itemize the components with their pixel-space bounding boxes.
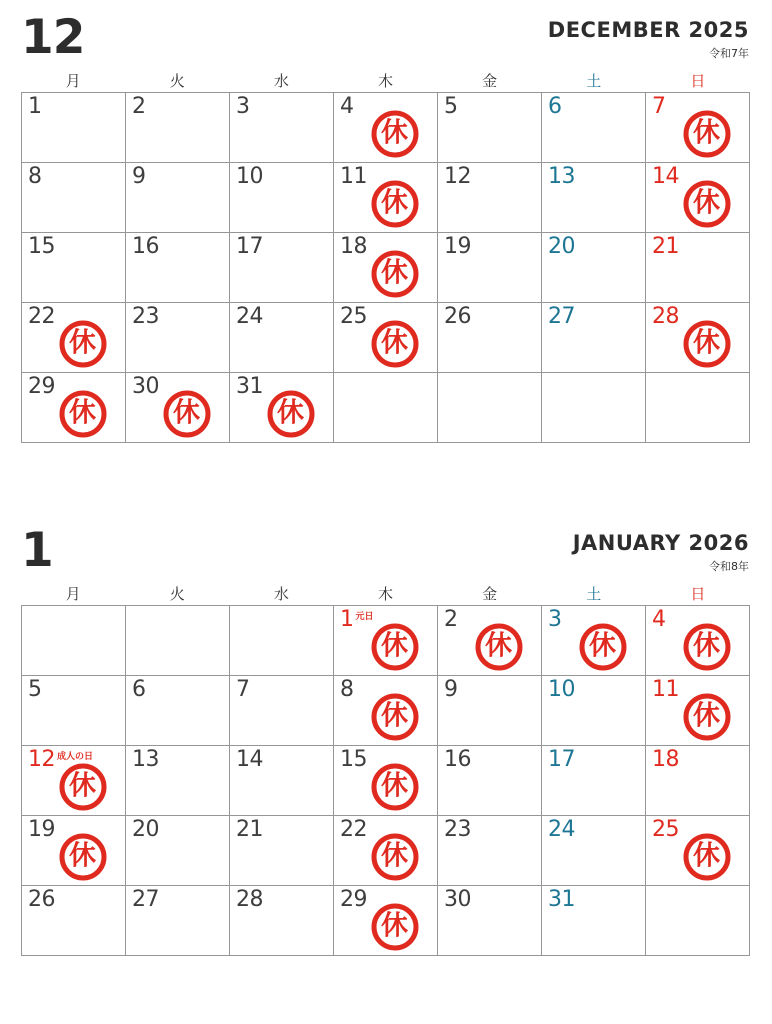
day-number: 16 [132, 234, 159, 259]
day-number: 30 [132, 374, 159, 399]
closed-stamp-glyph: 休 [381, 910, 408, 941]
day-cell-30 [438, 886, 542, 956]
day-cell-7 [230, 676, 334, 746]
day-cell-14 [230, 746, 334, 816]
weekday-header-水: 水 [273, 72, 289, 90]
month-number: 12 [21, 10, 85, 65]
day-cell-20 [126, 816, 230, 886]
closed-stamp-glyph: 休 [693, 700, 720, 731]
day-number: 6 [548, 94, 562, 119]
closed-stamp [163, 390, 210, 437]
day-number: 10 [236, 164, 263, 189]
closed-stamp [683, 693, 730, 740]
day-cell-21 [230, 816, 334, 886]
day-cell-19 [22, 816, 126, 886]
day-number: 30 [444, 887, 471, 912]
weekday-header-row [21, 585, 750, 605]
holiday-name-label: 元日 [355, 612, 374, 622]
day-number: 16 [444, 747, 471, 772]
day-number: 20 [548, 234, 575, 259]
closed-stamp [371, 833, 418, 880]
closed-stamp [683, 320, 730, 367]
empty-cell [22, 606, 126, 676]
day-cell-10 [230, 163, 334, 233]
day-number: 25 [340, 304, 367, 329]
closed-stamp-glyph: 休 [381, 257, 408, 288]
closed-stamp [371, 180, 418, 227]
closed-stamp-glyph: 休 [381, 700, 408, 731]
closed-stamp [683, 180, 730, 227]
day-cell-24 [230, 303, 334, 373]
day-number: 29 [340, 887, 367, 912]
closed-stamp-glyph: 休 [69, 840, 96, 871]
era-label: 令和8年 [709, 560, 749, 574]
closed-stamp [683, 623, 730, 670]
calendar-grid [21, 92, 750, 443]
day-number: 8 [340, 677, 354, 702]
month-title: DECEMBER 2025 [547, 18, 749, 42]
day-number: 11 [652, 677, 679, 702]
day-number: 4 [340, 94, 354, 119]
day-cell-4 [646, 606, 750, 676]
weekday-header-木: 木 [377, 585, 393, 603]
day-cell-12 [22, 746, 126, 816]
day-cell-5 [438, 93, 542, 163]
day-cell-10 [542, 676, 646, 746]
closed-stamp-glyph: 休 [173, 397, 200, 428]
day-cell-31 [230, 373, 334, 443]
day-number: 3 [548, 607, 562, 632]
closed-stamp [683, 110, 730, 157]
day-cell-8 [22, 163, 126, 233]
day-number: 6 [132, 677, 146, 702]
day-cell-26 [22, 886, 126, 956]
day-cell-9 [438, 676, 542, 746]
day-cell-4 [334, 93, 438, 163]
closed-stamp [59, 763, 106, 810]
day-cell-8 [334, 676, 438, 746]
closed-stamp-glyph: 休 [693, 187, 720, 218]
closed-stamp [683, 833, 730, 880]
closed-stamp [59, 833, 106, 880]
day-number: 31 [548, 887, 575, 912]
day-cell-2 [438, 606, 542, 676]
day-number: 15 [28, 234, 55, 259]
weekday-header-水: 水 [273, 585, 289, 603]
day-number: 14 [652, 164, 679, 189]
day-cell-16 [438, 746, 542, 816]
day-cell-18 [334, 233, 438, 303]
month-title-block [548, 19, 749, 61]
day-cell-24 [542, 816, 646, 886]
closed-stamp-glyph: 休 [693, 327, 720, 358]
day-number: 17 [236, 234, 263, 259]
closed-stamp-glyph: 休 [381, 630, 408, 661]
closed-stamp [371, 693, 418, 740]
day-number: 21 [236, 817, 263, 842]
empty-cell [646, 886, 750, 956]
day-number: 25 [652, 817, 679, 842]
closed-stamp [371, 903, 418, 950]
day-cell-25 [646, 816, 750, 886]
empty-cell [334, 373, 438, 443]
closed-stamp-glyph: 休 [69, 397, 96, 428]
empty-cell [230, 606, 334, 676]
day-number: 5 [28, 677, 42, 702]
holiday-name-label: 成人の日 [57, 752, 94, 762]
calendar-header [21, 10, 750, 72]
weekday-header-日: 日 [690, 585, 706, 603]
day-cell-11 [334, 163, 438, 233]
day-cell-19 [438, 233, 542, 303]
closed-stamp [371, 623, 418, 670]
closed-stamp [371, 110, 418, 157]
empty-cell [126, 606, 230, 676]
closed-stamp-glyph: 休 [381, 327, 408, 358]
day-number: 22 [340, 817, 367, 842]
day-number: 27 [132, 887, 159, 912]
day-cell-22 [334, 816, 438, 886]
day-number: 12 [444, 164, 471, 189]
day-cell-15 [22, 233, 126, 303]
day-cell-1 [22, 93, 126, 163]
calendar-header [21, 523, 750, 585]
day-number: 17 [548, 747, 575, 772]
empty-cell [438, 373, 542, 443]
day-cell-17 [542, 746, 646, 816]
closed-stamp-glyph: 休 [485, 630, 512, 661]
day-cell-3 [230, 93, 334, 163]
weekday-header-木: 木 [377, 72, 393, 90]
day-cell-11 [646, 676, 750, 746]
day-number: 12 [28, 747, 55, 772]
day-number: 2 [132, 94, 146, 119]
day-cell-6 [126, 676, 230, 746]
day-number: 27 [548, 304, 575, 329]
closed-stamp-glyph: 休 [693, 117, 720, 148]
day-cell-14 [646, 163, 750, 233]
day-number: 7 [236, 677, 250, 702]
day-number: 24 [548, 817, 575, 842]
closed-stamp [59, 390, 106, 437]
closed-stamp-glyph: 休 [589, 630, 616, 661]
day-cell-23 [438, 816, 542, 886]
weekday-header-月: 月 [65, 585, 81, 603]
day-number: 13 [132, 747, 159, 772]
day-number: 5 [444, 94, 458, 119]
day-number: 23 [444, 817, 471, 842]
closed-stamp-glyph: 休 [693, 630, 720, 661]
day-cell-1 [334, 606, 438, 676]
closed-stamp-glyph: 休 [381, 770, 408, 801]
closed-stamp-glyph: 休 [69, 770, 96, 801]
day-cell-13 [126, 746, 230, 816]
day-cell-6 [542, 93, 646, 163]
day-number: 9 [132, 164, 146, 189]
day-number: 28 [652, 304, 679, 329]
weekday-header-火: 火 [169, 72, 185, 90]
month-title: JANUARY 2026 [572, 531, 749, 555]
day-cell-29 [22, 373, 126, 443]
day-number: 20 [132, 817, 159, 842]
day-number: 15 [340, 747, 367, 772]
day-number: 2 [444, 607, 458, 632]
day-number: 31 [236, 374, 263, 399]
day-cell-28 [230, 886, 334, 956]
weekday-header-row [21, 72, 750, 92]
calendar-january [21, 523, 750, 956]
day-number: 19 [444, 234, 471, 259]
day-number: 9 [444, 677, 458, 702]
day-number: 26 [444, 304, 471, 329]
closed-stamp [267, 390, 314, 437]
day-cell-29 [334, 886, 438, 956]
day-cell-27 [542, 303, 646, 373]
closed-stamp-glyph: 休 [381, 187, 408, 218]
closed-stamp-glyph: 休 [277, 397, 304, 428]
weekday-header-金: 金 [482, 585, 498, 603]
day-cell-26 [438, 303, 542, 373]
weekday-header-月: 月 [65, 72, 81, 90]
day-cell-17 [230, 233, 334, 303]
closed-stamp [371, 320, 418, 367]
day-cell-23 [126, 303, 230, 373]
empty-cell [542, 373, 646, 443]
day-cell-21 [646, 233, 750, 303]
empty-cell [646, 373, 750, 443]
day-cell-13 [542, 163, 646, 233]
closed-stamp-glyph: 休 [693, 840, 720, 871]
day-number: 18 [652, 747, 679, 772]
month-title-block [573, 532, 749, 574]
day-number: 18 [340, 234, 367, 259]
weekday-header-火: 火 [169, 585, 185, 603]
day-cell-25 [334, 303, 438, 373]
day-cell-22 [22, 303, 126, 373]
day-number: 13 [548, 164, 575, 189]
day-cell-30 [126, 373, 230, 443]
day-number: 28 [236, 887, 263, 912]
day-number: 14 [236, 747, 263, 772]
weekday-header-日: 日 [690, 72, 706, 90]
day-cell-3 [542, 606, 646, 676]
day-cell-5 [22, 676, 126, 746]
closed-stamp [371, 250, 418, 297]
day-cell-31 [542, 886, 646, 956]
closed-stamp-glyph: 休 [381, 117, 408, 148]
day-cell-16 [126, 233, 230, 303]
day-cell-15 [334, 746, 438, 816]
closed-stamp-glyph: 休 [381, 840, 408, 871]
day-cell-12 [438, 163, 542, 233]
month-number: 1 [21, 523, 53, 578]
day-cell-18 [646, 746, 750, 816]
day-number: 29 [28, 374, 55, 399]
closed-stamp [579, 623, 626, 670]
day-number: 22 [28, 304, 55, 329]
closed-stamp [475, 623, 522, 670]
era-label: 令和7年 [709, 47, 749, 61]
weekday-header-金: 金 [482, 72, 498, 90]
day-number: 1 [340, 607, 354, 632]
day-cell-7 [646, 93, 750, 163]
day-cell-27 [126, 886, 230, 956]
day-number: 23 [132, 304, 159, 329]
day-number: 26 [28, 887, 55, 912]
day-number: 8 [28, 164, 42, 189]
day-cell-2 [126, 93, 230, 163]
weekday-header-土: 土 [586, 585, 602, 603]
day-number: 1 [28, 94, 42, 119]
day-number: 19 [28, 817, 55, 842]
calendar-december [21, 10, 750, 443]
closed-stamp-glyph: 休 [69, 327, 96, 358]
day-number: 10 [548, 677, 575, 702]
day-number: 11 [340, 164, 367, 189]
day-cell-28 [646, 303, 750, 373]
day-cell-9 [126, 163, 230, 233]
closed-stamp [371, 763, 418, 810]
weekday-header-土: 土 [586, 72, 602, 90]
day-number: 3 [236, 94, 250, 119]
day-number: 4 [652, 607, 666, 632]
closed-stamp [59, 320, 106, 367]
day-cell-20 [542, 233, 646, 303]
day-number: 7 [652, 94, 666, 119]
calendar-grid [21, 605, 750, 956]
day-number: 21 [652, 234, 679, 259]
day-number: 24 [236, 304, 263, 329]
